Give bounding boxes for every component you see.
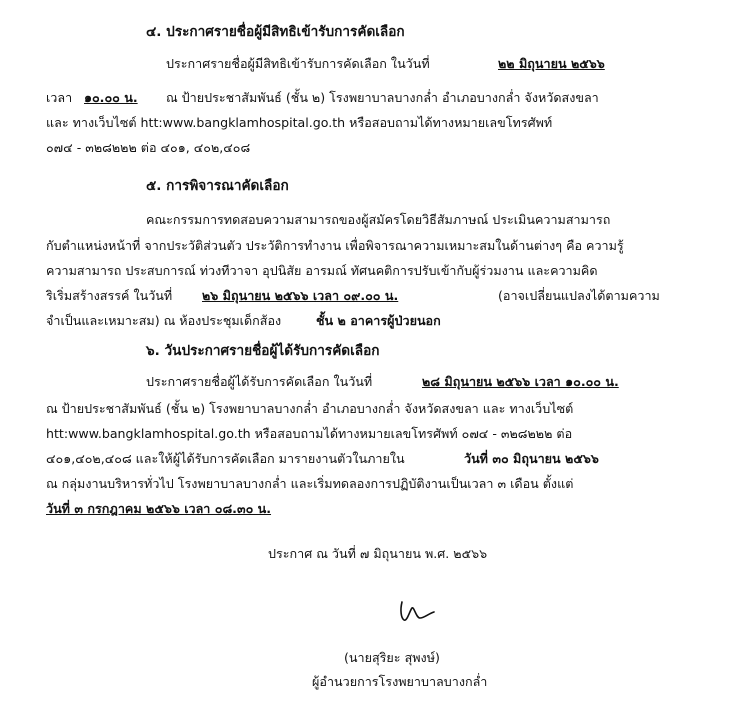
section6-line1-text: ประกาศรายชื่อผู้ได้รับการคัดเลือก ในวันที่ <box>146 374 373 389</box>
section5-line1-text: คณะกรรมการทดสอบความสามารถของผู้สมัครโดยวิธีสัมภาษณ์ ประเมินความสามารถ <box>146 212 611 227</box>
section4-line2-location: ณ ป้ายประชาสัมพันธ์ (ชั้น ๒) โรงพยาบาลบางกล่ำ อำเภอบางกล่ำ จังหวัดสงขลา <box>166 90 599 105</box>
section5-line5 <box>0 309 743 333</box>
section5-line2 <box>0 234 743 258</box>
section6-announce-date: ๒๘ มิถุนายน ๒๕๖๖ เวลา ๑๐.๐๐ น. <box>422 374 619 389</box>
section4-phone: ๐๗๔ - ๓๒๘๒๒๒ ต่อ ๔๐๑, ๔๐๒,๔๐๘ <box>46 140 251 155</box>
signer-name: (นายสุริยะ สุพงษ์) <box>344 650 440 665</box>
signer-title: ผู้อำนวยการโรงพยาบาลบางกล่ำ <box>312 674 488 689</box>
section4-line2-label: เวลา <box>46 90 73 105</box>
section4-announce-time: ๑๐.๐๐ น. <box>84 90 138 105</box>
section6-line4 <box>0 447 743 471</box>
section5-line3-text: ความสามารถ ประสบการณ์ ท่วงทีวาจา อุปนิสัย อารมณ์ ทัศนคติการปรับเข้ากับผู้ร่วมงาน และความคิด <box>46 263 598 278</box>
section5-heading-line <box>0 174 743 198</box>
section5-line4 <box>0 284 743 308</box>
section5-line5-location: ชั้น ๒ อาคารผู้ป่วยนอก <box>316 313 441 328</box>
section6-line2 <box>0 397 743 421</box>
section6-line3 <box>0 422 743 446</box>
section5-heading: ๕. การพิจารณาคัดเลือก <box>146 178 289 194</box>
section5-line3 <box>0 259 743 283</box>
section6-line6 <box>0 497 743 521</box>
section6-line5 <box>0 472 743 496</box>
section4-line4 <box>0 136 743 160</box>
signer-name-line <box>0 646 743 670</box>
section6-start-date: วันที่ ๓ กรกฎาคม ๒๕๖๖ เวลา ๐๘.๓๐ น. <box>46 501 272 516</box>
section5-line2-text: กับตำแหน่งหน้าที่ จากประวัติส่วนตัว ประวัติการทำงาน เพื่อพิจารณาความเหมาะสมในด้านต่างๆ คือ ความรู้ <box>46 238 624 253</box>
section4-announce-date: ๒๒ มิถุนายน ๒๕๖๖ <box>498 56 605 71</box>
section6-report-date: วันที่ ๓๐ มิถุนายน ๒๕๖๖ <box>464 451 599 466</box>
section5-interview-date: ๒๖ มิถุนายน ๒๕๖๖ เวลา ๐๙.๐๐ น. <box>202 288 399 303</box>
signature-mark <box>396 596 436 626</box>
section4-line1-text: ประกาศรายชื่อผู้มีสิทธิเข้ารับการคัดเลือก ในวันที่ <box>166 56 430 71</box>
section6-line1 <box>0 370 743 394</box>
section6-line2-text: ณ ป้ายประชาสัมพันธ์ (ชั้น ๒) โรงพยาบาลบางกล่ำ อำเภอบางกล่ำ จังหวัดสงขลา และ ทางเว็บไซต์ <box>46 401 574 416</box>
announce-line <box>0 542 743 566</box>
section6-line4-text: ๔๐๑,๔๐๒,๔๐๘ และให้ผู้ได้รับการคัดเลือก มารายงานตัวในภายใน <box>46 451 405 466</box>
signer-title-line <box>0 670 743 694</box>
section6-line5-text: ณ กลุ่มงานบริหารทั่วไป โรงพยาบาลบางกล่ำ และเริ่มทดลองการปฏิบัติงานเป็นเวลา ๓ เดือน ตั้งแต่ <box>46 476 574 491</box>
section4-heading-line <box>0 20 743 44</box>
section4-heading: ๔. ประกาศรายชื่อผู้มีสิทธิเข้ารับการคัดเลือก <box>146 24 405 40</box>
section4-line3-text: และ ทางเว็บไซต์ htt:www.bangklamhospital.go.th หรือสอบถามได้ทางหมายเลขโทรศัพท์ <box>46 115 553 130</box>
section6-heading-line <box>0 339 743 363</box>
section4-line2 <box>0 86 743 110</box>
section5-line4-note: (อาจเปลี่ยนแปลงได้ตามความ <box>498 288 660 303</box>
section5-line4-text: ริเริ่มสร้างสรรค์ ในวันที่ <box>46 288 173 303</box>
section6-line3-text: htt:www.bangklamhospital.go.th หรือสอบถามได้ทางหมายเลขโทรศัพท์ ๐๗๔ - ๓๒๘๒๒๒ ต่อ <box>46 426 573 441</box>
section4-line1 <box>0 52 743 76</box>
announce-date: ประกาศ ณ วันที่ ๗ มิถุนายน พ.ศ. ๒๕๖๖ <box>268 546 488 561</box>
section5-line5-text: จำเป็นและเหมาะสม) ณ ห้องประชุมเด็กส้อง <box>46 313 282 328</box>
section4-line3 <box>0 111 743 135</box>
section6-heading: ๖. วันประกาศรายชื่อผู้ได้รับการคัดเลือก <box>146 343 380 359</box>
section5-line1 <box>0 208 743 232</box>
